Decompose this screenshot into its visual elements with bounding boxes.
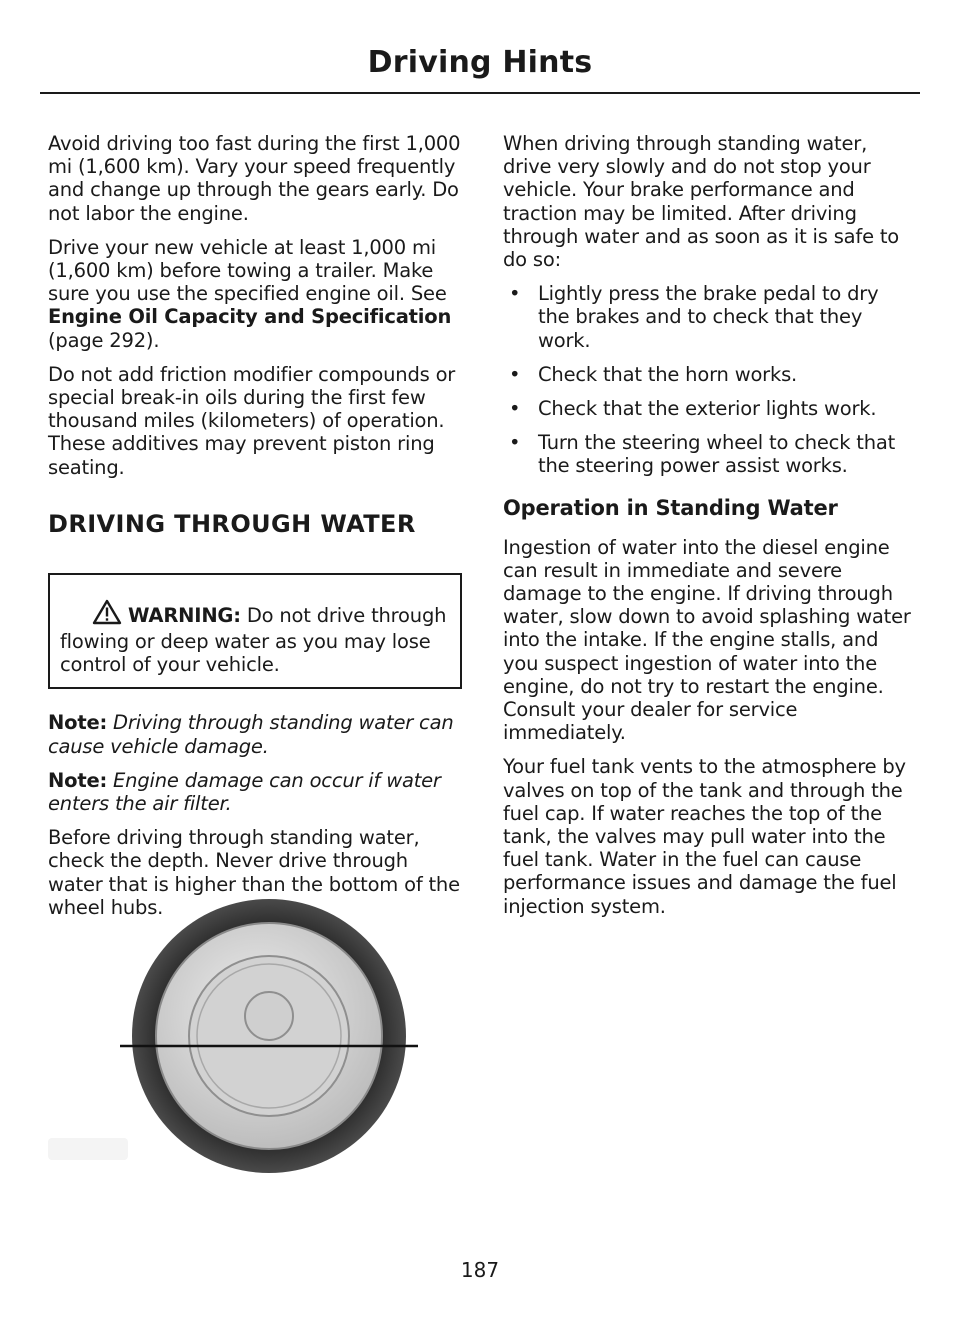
right-column	[503, 132, 915, 929]
note-1	[48, 711, 463, 757]
list-item	[503, 431, 915, 477]
sub-heading: Operation in Standing Water	[503, 495, 838, 520]
note-label: Note:	[48, 711, 108, 735]
wheel-water-level-icon	[42, 888, 462, 1178]
additives-paragraph: Do not add friction modifier compounds or special break-in oils during the first few thousand miles (kilometers) of operation. These additives may prevent piston ring seating.	[48, 362, 456, 479]
engine-oil-reference-link[interactable]: Engine Oil Capacity and Specification	[48, 305, 452, 329]
page-header	[40, 38, 920, 94]
ingestion-paragraph: Ingestion of water into the diesel engine can result in immediate and severe damage to the engine. If driving through water, slow down to avoid splashing water into the intake. If the engine stalls, and you suspect ingestion of water into the engine, do not try to restart the engine. Consult your dealer for service immediately.	[503, 535, 911, 745]
bullet-icon: •	[509, 362, 521, 386]
warning-paragraph	[60, 599, 450, 677]
break-in-paragraph: Avoid driving too fast during the first 1,000 mi (1,600 km). Vary your speed frequently and change up through the gears early. Do not labor the engine.	[48, 132, 461, 225]
page-reference: (page 292).	[48, 328, 160, 352]
note-2	[48, 769, 463, 815]
fuel-tank-paragraph: Your fuel tank vents to the atmosphere by valves on top of the tank and through the fuel cap. If water reaches the top of the tank, the valves may pull water into the fuel tank. Water in the fuel can cause performance issues and damage the fuel injection system.	[503, 755, 906, 918]
warning-label: WARNING:	[128, 603, 241, 627]
warning-text: Do not drive through flowing or deep water as you may lose control of your vehicle.	[60, 603, 447, 677]
list-item	[503, 363, 915, 386]
checklist	[503, 282, 915, 477]
bullet-icon: •	[509, 431, 521, 455]
bullet-icon: •	[509, 282, 521, 306]
figure-id-tag	[48, 1138, 128, 1160]
towing-text: Drive your new vehicle at least 1,000 mi (1,600 km) before towing a trailer. Make sure you use the specified engine oil. See	[48, 235, 447, 306]
bullet-icon: •	[509, 397, 521, 421]
warning-triangle-icon	[92, 599, 122, 630]
depth-check-paragraph: Before driving through standing water, check the depth. Never drive through water that is higher than the bottom of the wheel hubs.	[48, 826, 460, 919]
page-title: Driving Hints	[367, 45, 593, 80]
list-item	[503, 397, 915, 420]
note-2-text: Engine damage can occur if water enters the air filter.	[48, 768, 441, 816]
hub-cap	[245, 992, 293, 1040]
list-item-text: Check that the horn works.	[538, 362, 798, 386]
list-item-text: Turn the steering wheel to check that the steering power assist works.	[538, 431, 896, 478]
note-label: Note:	[48, 768, 108, 792]
left-column	[48, 132, 463, 930]
standing-water-paragraph: When driving through standing water, drive very slowly and do not stop your vehicle. Your brake performance and traction may be limited. After driving through water and as soon as it is safe to do so:	[503, 132, 900, 272]
list-item-text: Lightly press the brake pedal to dry the brakes and to check that they work.	[538, 282, 879, 352]
list-item-text: Check that the exterior lights work.	[538, 397, 877, 421]
wheel-water-level-figure	[42, 888, 462, 1178]
section-heading: DRIVING THROUGH WATER	[48, 509, 416, 538]
page-number: 187	[460, 1258, 500, 1282]
note-1-text: Driving through standing water can cause vehicle damage.	[48, 711, 454, 758]
towing-paragraph	[48, 236, 463, 352]
warning-box	[48, 573, 462, 690]
list-item	[503, 282, 915, 352]
